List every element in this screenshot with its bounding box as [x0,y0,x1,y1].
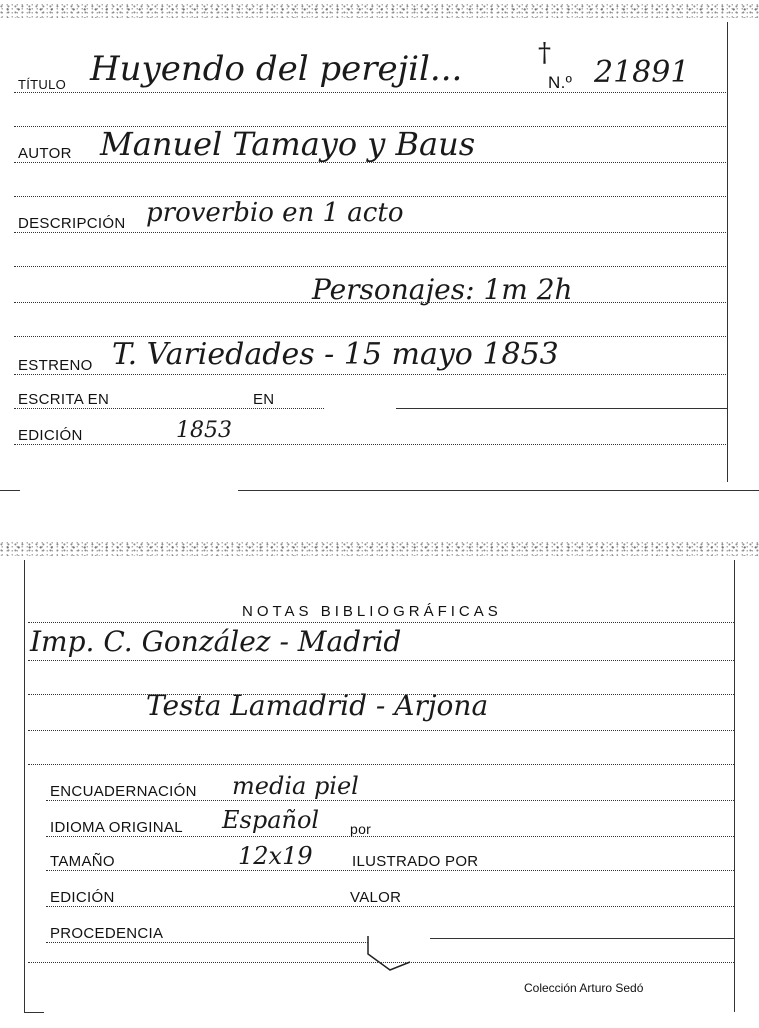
edicion-bottom-label: EDICIÓN [50,889,115,906]
card-bottom-edge [24,1012,44,1013]
rule-blank-2 [14,196,728,197]
notas-heading: NOTAS BIBLIOGRÁFICAS [242,603,502,620]
rule-personajes [14,302,728,303]
ilustrado-por-label: ILUSTRADO POR [352,853,479,870]
titulo-value: Huyendo del perejil... [90,49,463,89]
autor-value: Manuel Tamayo y Baus [100,125,476,163]
rule-titulo [14,92,728,93]
tamano-label: TAMAÑO [50,853,115,870]
rule-procedencia-right [430,938,734,939]
rule-idioma [46,836,734,837]
rule-heading [28,622,734,623]
estreno-value: T. Variedades - 15 mayo 1853 [112,337,559,372]
edicion-label: EDICIÓN [18,427,83,444]
card-bottom-edge-right [238,490,759,491]
cross-mark: † [538,38,551,68]
card-left-border [24,560,25,1012]
rule-edicion-bottom [46,906,734,907]
numero-value: 21891 [594,55,690,90]
bracket-mark [360,932,420,978]
edicion-value: 1853 [176,418,232,443]
rule-escrita-en [14,408,324,409]
autor-label: AUTOR [18,145,72,162]
rule-edicion [14,444,728,445]
encuadernacion-label: ENCUADERNACIÓN [50,783,197,800]
procedencia-label: PROCEDENCIA [50,925,164,942]
idioma-original-value: Español [222,806,320,834]
idioma-original-label: IDIOMA ORIGINAL [50,819,183,836]
rule-estreno [14,374,728,375]
rule-tamano [46,870,734,871]
catalog-card-top [0,0,759,495]
valor-label: VALOR [350,889,402,906]
rule-en [396,408,728,409]
card-edge-texture [0,4,759,18]
por-label: por [350,821,372,837]
rule-blank-3 [14,266,728,267]
estreno-label: ESTRENO [18,357,93,374]
tamano-value: 12x19 [238,842,313,870]
catalog-card-bottom [0,540,759,1028]
card-bottom-edge-left [0,490,20,491]
collection-label: Colección Arturo Sedó [524,981,644,995]
rule-notes-2 [28,694,734,695]
notes-line-2: Testa Lamadrid - Arjona [146,689,489,722]
card-right-border [727,22,728,482]
rule-procedencia [46,942,368,943]
numero-label: N.º [548,73,573,92]
descripcion-value: proverbio en 1 acto [146,198,404,228]
escrita-en-label: ESCRITA EN [18,391,110,408]
titulo-label: TÍTULO [18,77,67,92]
rule-notes-1 [28,660,734,661]
rule-notes-3 [28,730,734,731]
encuadernacion-value: media piel [232,772,359,800]
rule-notes-4 [28,764,734,765]
en-label: EN [253,391,275,408]
card-edge-texture [0,542,759,556]
descripcion-label: DESCRIPCIÓN [18,215,126,232]
rule-autor [14,162,728,163]
card-right-border [734,560,735,1012]
rule-encuadernacion [46,800,734,801]
rule-descripcion [14,232,728,233]
notes-line-1: Imp. C. González - Madrid [30,625,402,658]
personajes-value: Personajes: 1m 2h [312,273,573,306]
